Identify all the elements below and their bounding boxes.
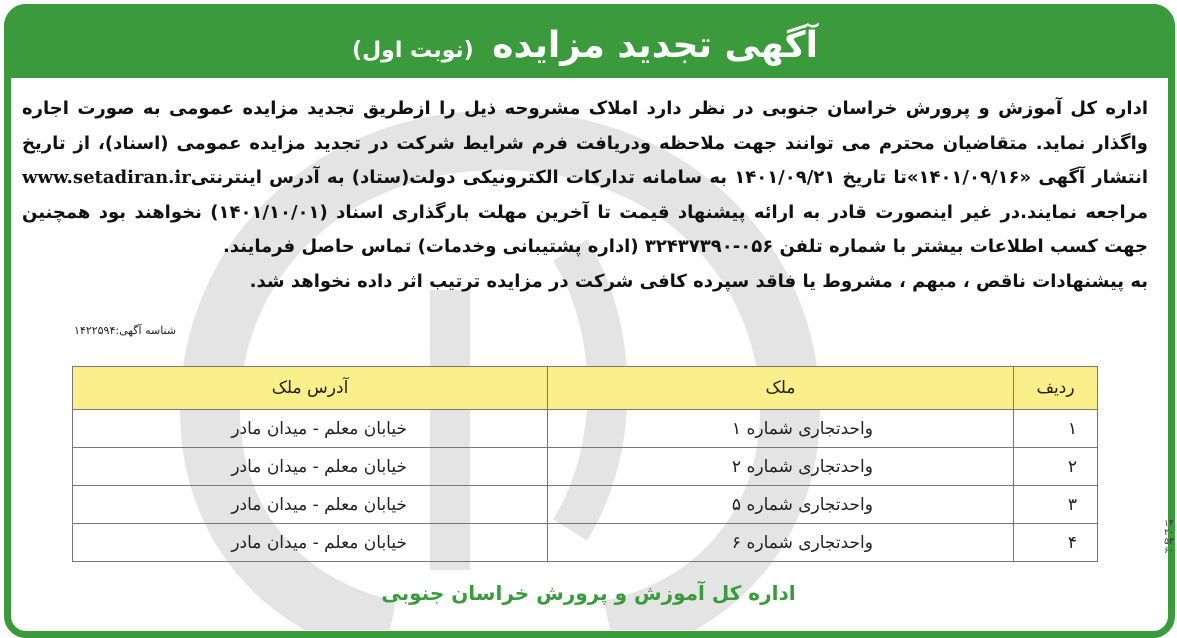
cell-row-number: ۲ — [1014, 448, 1098, 486]
cell-property: واحدتجاری شماره ۲ — [548, 448, 1014, 486]
properties-table-wrapper — [72, 366, 1098, 561]
cell-row-number: ۱ — [1014, 410, 1098, 448]
paragraph-1-part2: مراجعه نمایند.در غیر اینصورت قادر به ارائه پیشنهاد قیمت تا آخرین مهلت بارگذاری اسناد (۱۴۰۱/۱۰/۰۱) نخواهند بود همچنین جهت کسب اطلاعات بیشتر با شماره تلفن ۰۵۶-۳۲۴۳۷۳۹۰ (اداره پشتیبانی وخدمات) تماس حاصل فرمایند. — [22, 201, 1148, 257]
table-row — [73, 410, 1098, 448]
table-row — [73, 448, 1098, 486]
footer-organization: اداره کل آموزش و پرورش خراسان جنوبی — [381, 581, 796, 605]
table-row — [73, 486, 1098, 524]
header-property: ملک — [548, 367, 1014, 410]
website-link[interactable]: www.setadiran.ir — [22, 167, 191, 188]
announcement-body — [22, 92, 1148, 299]
title-banner — [4, 4, 1175, 78]
header-row-number: ردیف — [1014, 367, 1098, 410]
cell-address: خیابان معلم - میدان مادر — [73, 524, 548, 562]
table-header-row — [73, 367, 1098, 410]
properties-table — [72, 366, 1098, 562]
cell-property: واحدتجاری شماره ۶ — [548, 524, 1014, 562]
cell-row-number: ۴ — [1014, 524, 1098, 562]
paragraph-1-part1: اداره کل آموزش و پرورش خراسان جنوبی در نظر دارد املاک مشروحه ذیل را ازطریق تجدید مزایده عمومی به صورت اجاره واگذار نماید. متقاضیان محترم می توانند جهت ملاحظه ودریافت فرم شرایط شرکت در تجدید مزایده عمومی (اسناد)، از تاریخ انتشار آگهی «۱۴۰۱/۰۹/۱۶»تا تاریخ ۱۴۰۱/۰۹/۲۱ به سامانه تدارکات الکترونیکی دولت(ستاد) به آدرس اینترنتی — [22, 98, 1149, 188]
cell-address: خیابان معلم - میدان مادر — [73, 410, 548, 448]
ad-id-label: شناسه آگهی:۱۴۲۲۵۹۴ — [74, 324, 177, 337]
cell-property: واحدتجاری شماره ۵ — [548, 486, 1014, 524]
announcement-paragraph-1 — [22, 92, 1148, 265]
cell-row-number: ۳ — [1014, 486, 1098, 524]
ad-title-main: آگهی تجدید مزایده — [492, 25, 818, 66]
ad-title — [195, 26, 975, 71]
table-row — [73, 524, 1098, 562]
cell-address: خیابان معلم - میدان مادر — [73, 486, 548, 524]
ad-title-subtitle: (نوبت اول) — [352, 38, 474, 63]
header-address: آدرس ملک — [73, 367, 548, 410]
cell-address: خیابان معلم - میدان مادر — [73, 448, 548, 486]
cell-property: واحدتجاری شماره ۱ — [548, 410, 1014, 448]
announcement-paragraph-2: به پیشنهادات ناقص ، مبهم ، مشروط یا فاقد سپرده کافی شرکت در مزایده ترتیب اثر داده نخواهد شد. — [249, 270, 1148, 292]
side-code: ۱۴۲۰۵۳۶۰ — [1164, 519, 1174, 556]
